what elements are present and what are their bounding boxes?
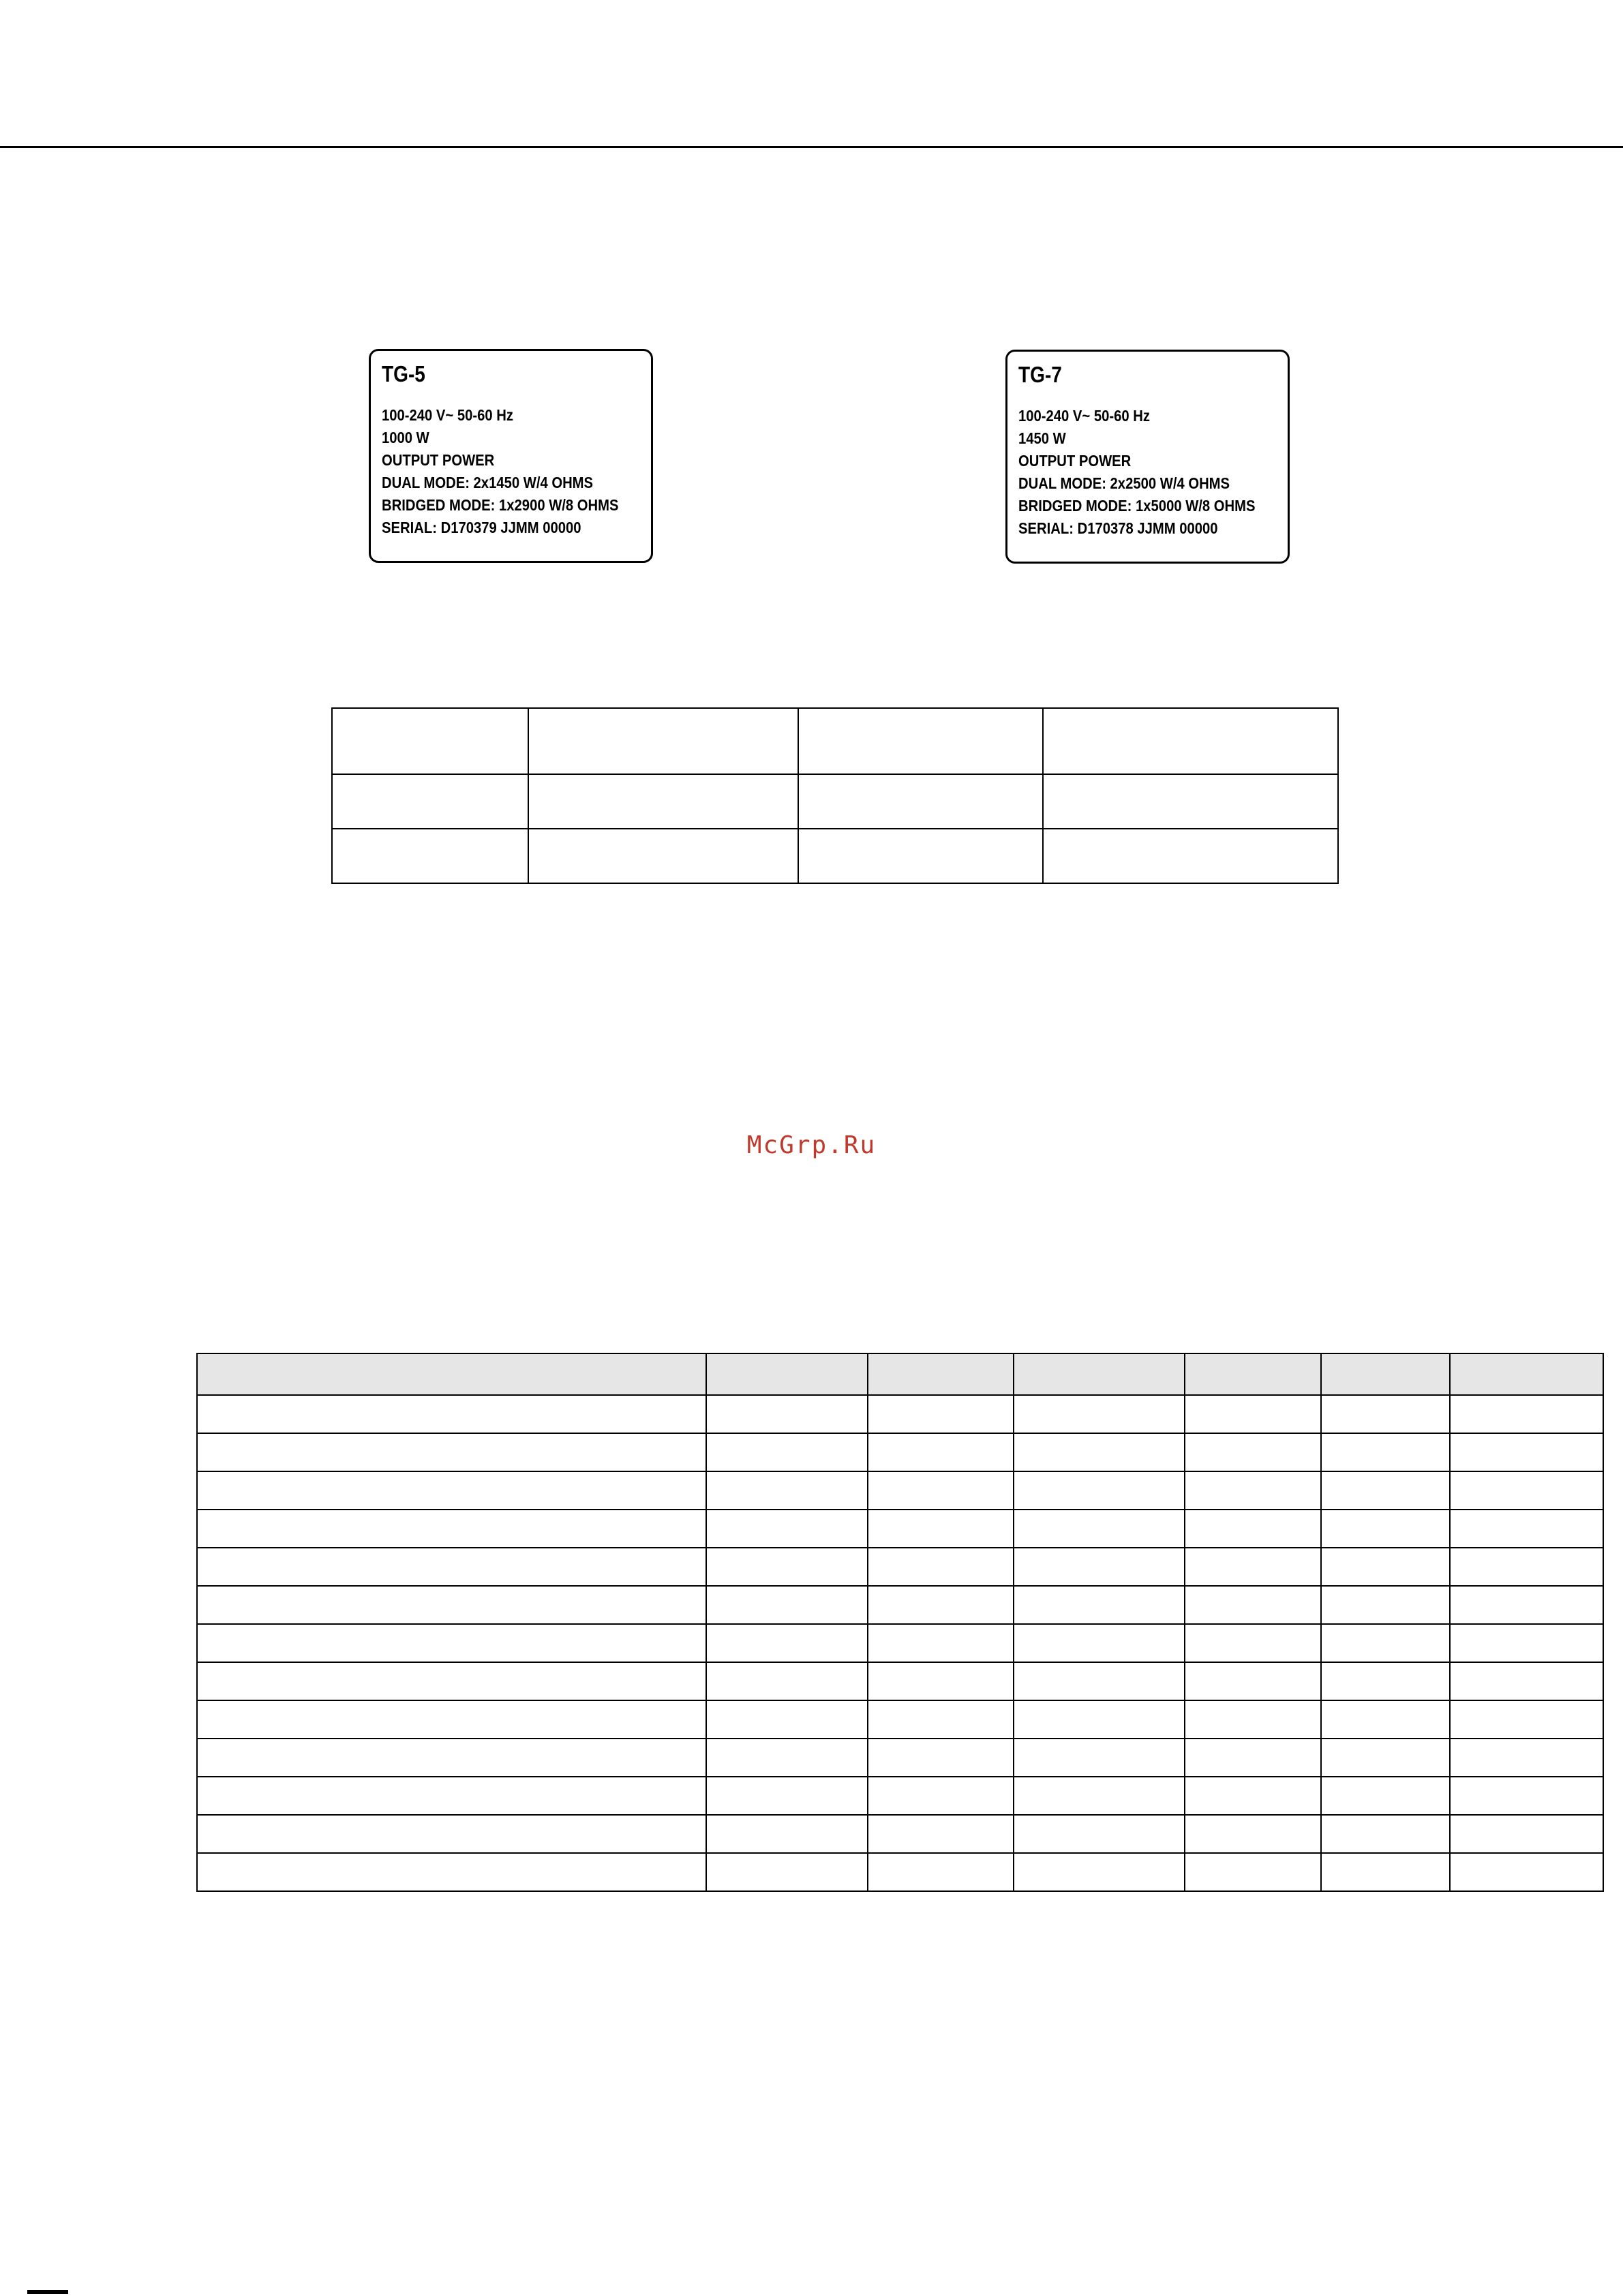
table-row bbox=[197, 1739, 1603, 1777]
table-cell bbox=[798, 829, 1043, 883]
table-row bbox=[197, 1815, 1603, 1853]
table-cell bbox=[1185, 1624, 1321, 1662]
table-cell bbox=[197, 1624, 706, 1662]
table-cell bbox=[868, 1548, 1013, 1586]
table-cell bbox=[706, 1777, 868, 1815]
table-cell bbox=[1185, 1395, 1321, 1433]
table-cell bbox=[1321, 1777, 1450, 1815]
table-row bbox=[197, 1777, 1603, 1815]
table-cell bbox=[868, 1815, 1013, 1853]
table-row bbox=[197, 1471, 1603, 1510]
table-cell bbox=[1450, 1739, 1603, 1777]
table-cell bbox=[1014, 1624, 1185, 1662]
table-cell bbox=[1321, 1548, 1450, 1586]
table-cell bbox=[706, 1471, 868, 1510]
table-cell bbox=[197, 1510, 706, 1548]
table-cell bbox=[1450, 1548, 1603, 1586]
table-cell bbox=[332, 774, 528, 829]
bridged-mode-line: BRIDGED MODE: 1x2900 W/8 OHMS bbox=[382, 496, 619, 514]
table-cell bbox=[1185, 1739, 1321, 1777]
table-cell bbox=[868, 1853, 1013, 1891]
table-cell bbox=[1014, 1662, 1185, 1700]
table-cell bbox=[868, 1433, 1013, 1471]
table-cell bbox=[1043, 774, 1338, 829]
table-row bbox=[197, 1624, 1603, 1662]
output-power-line: OUTPUT POWER bbox=[1018, 452, 1132, 470]
table-cell bbox=[1450, 1700, 1603, 1739]
table-cell bbox=[868, 1700, 1013, 1739]
table-cell bbox=[706, 1624, 868, 1662]
model-name: TG-5 bbox=[382, 361, 425, 386]
table-cell bbox=[197, 1700, 706, 1739]
table-cell bbox=[1185, 1815, 1321, 1853]
table-cell bbox=[197, 1548, 706, 1586]
table-cell bbox=[1450, 1853, 1603, 1891]
table-cell bbox=[798, 774, 1043, 829]
table-row bbox=[332, 829, 1338, 883]
table-cell bbox=[197, 1662, 706, 1700]
table-cell bbox=[1321, 1853, 1450, 1891]
rating-label-tg7 bbox=[1005, 350, 1290, 564]
table-cell bbox=[706, 1395, 868, 1433]
table-cell bbox=[197, 1815, 706, 1853]
spec-table bbox=[331, 707, 1339, 884]
header-cell bbox=[1014, 1353, 1185, 1395]
table-cell bbox=[1450, 1624, 1603, 1662]
table-cell bbox=[1014, 1395, 1185, 1433]
table-row bbox=[197, 1548, 1603, 1586]
table-cell bbox=[1014, 1471, 1185, 1510]
table-cell bbox=[1014, 1586, 1185, 1624]
top-rule bbox=[0, 146, 1623, 148]
table-cell bbox=[1321, 1586, 1450, 1624]
table-cell bbox=[197, 1586, 706, 1624]
table-cell bbox=[1450, 1662, 1603, 1700]
table-cell bbox=[1185, 1586, 1321, 1624]
model-name: TG-7 bbox=[1018, 362, 1062, 387]
table-cell bbox=[1321, 1815, 1450, 1853]
table-cell bbox=[868, 1586, 1013, 1624]
table-cell bbox=[706, 1548, 868, 1586]
table-cell bbox=[528, 774, 798, 829]
serial-line: SERIAL: D170379 JJMM 00000 bbox=[382, 519, 581, 536]
header-cell bbox=[706, 1353, 868, 1395]
header-cell bbox=[1185, 1353, 1321, 1395]
table-cell bbox=[1185, 1853, 1321, 1891]
table-cell bbox=[1185, 1548, 1321, 1586]
table-cell bbox=[868, 1510, 1013, 1548]
table-cell bbox=[706, 1739, 868, 1777]
header-cell bbox=[528, 708, 798, 774]
page-corner-mark bbox=[27, 2290, 68, 2294]
table-cell bbox=[528, 829, 798, 883]
header-cell bbox=[1043, 708, 1338, 774]
table-cell bbox=[868, 1662, 1013, 1700]
rating-label-tg5 bbox=[369, 349, 653, 563]
watermark: McGrp.Ru bbox=[746, 1131, 877, 1159]
table-cell bbox=[1321, 1662, 1450, 1700]
table-cell bbox=[1014, 1815, 1185, 1853]
bridged-mode-line: BRIDGED MODE: 1x5000 W/8 OHMS bbox=[1018, 497, 1256, 515]
table-cell bbox=[868, 1471, 1013, 1510]
dual-mode-line: DUAL MODE: 2x2500 W/4 OHMS bbox=[1018, 474, 1230, 492]
table-cell bbox=[1321, 1395, 1450, 1433]
table-cell bbox=[868, 1777, 1013, 1815]
table-cell bbox=[332, 829, 528, 883]
table-row bbox=[197, 1662, 1603, 1700]
table-cell bbox=[1450, 1395, 1603, 1433]
output-power-line: OUTPUT POWER bbox=[382, 451, 495, 469]
table-row bbox=[197, 1586, 1603, 1624]
header-cell bbox=[798, 708, 1043, 774]
table-cell bbox=[1014, 1700, 1185, 1739]
table-cell bbox=[1450, 1510, 1603, 1548]
table-row bbox=[197, 1700, 1603, 1739]
dual-mode-line: DUAL MODE: 2x1450 W/4 OHMS bbox=[382, 474, 594, 491]
table-cell bbox=[1185, 1471, 1321, 1510]
table-cell bbox=[868, 1395, 1013, 1433]
table-cell bbox=[1014, 1739, 1185, 1777]
table-cell bbox=[1185, 1700, 1321, 1739]
table-cell bbox=[868, 1739, 1013, 1777]
table-cell bbox=[706, 1510, 868, 1548]
voltage-line: 100-240 V~ 50-60 Hz bbox=[382, 406, 513, 424]
table-cell bbox=[706, 1586, 868, 1624]
table-cell bbox=[1321, 1624, 1450, 1662]
voltage-line: 100-240 V~ 50-60 Hz bbox=[1018, 407, 1150, 425]
table-cell bbox=[706, 1853, 868, 1891]
table-row bbox=[197, 1395, 1603, 1433]
table-cell bbox=[1185, 1433, 1321, 1471]
header-cell bbox=[868, 1353, 1013, 1395]
table-cell bbox=[1321, 1739, 1450, 1777]
table-cell bbox=[197, 1433, 706, 1471]
table-cell bbox=[1450, 1433, 1603, 1471]
table-row bbox=[197, 1433, 1603, 1471]
serial-line: SERIAL: D170378 JJMM 00000 bbox=[1018, 519, 1218, 537]
table-cell bbox=[1043, 829, 1338, 883]
table-header-row bbox=[197, 1353, 1603, 1395]
table-cell bbox=[1321, 1471, 1450, 1510]
table-cell bbox=[197, 1853, 706, 1891]
table-header-row bbox=[332, 708, 1338, 774]
header-cell bbox=[1450, 1353, 1603, 1395]
table-cell bbox=[706, 1700, 868, 1739]
header-cell bbox=[197, 1353, 706, 1395]
table-cell bbox=[1450, 1777, 1603, 1815]
table-cell bbox=[1014, 1853, 1185, 1891]
table-row bbox=[197, 1853, 1603, 1891]
table-cell bbox=[197, 1471, 706, 1510]
table-cell bbox=[706, 1662, 868, 1700]
table-cell bbox=[197, 1395, 706, 1433]
table-cell bbox=[1321, 1510, 1450, 1548]
table-cell bbox=[197, 1739, 706, 1777]
table-cell bbox=[706, 1815, 868, 1853]
table-cell bbox=[1450, 1815, 1603, 1853]
data-table bbox=[196, 1353, 1604, 1892]
power-line: 1000 W bbox=[382, 429, 429, 446]
table-cell bbox=[1014, 1777, 1185, 1815]
table-cell bbox=[1014, 1548, 1185, 1586]
table-cell bbox=[1450, 1586, 1603, 1624]
header-cell bbox=[1321, 1353, 1450, 1395]
table-cell bbox=[1185, 1777, 1321, 1815]
table-cell bbox=[197, 1777, 706, 1815]
table-cell bbox=[868, 1624, 1013, 1662]
table-cell bbox=[1185, 1662, 1321, 1700]
table-cell bbox=[1185, 1510, 1321, 1548]
table-cell bbox=[1014, 1433, 1185, 1471]
table-cell bbox=[706, 1433, 868, 1471]
power-line: 1450 W bbox=[1018, 429, 1066, 447]
table-row bbox=[332, 774, 1338, 829]
table-cell bbox=[1321, 1700, 1450, 1739]
table-cell bbox=[1321, 1433, 1450, 1471]
header-cell bbox=[332, 708, 528, 774]
table-row bbox=[197, 1510, 1603, 1548]
table-cell bbox=[1450, 1471, 1603, 1510]
table-cell bbox=[1014, 1510, 1185, 1548]
